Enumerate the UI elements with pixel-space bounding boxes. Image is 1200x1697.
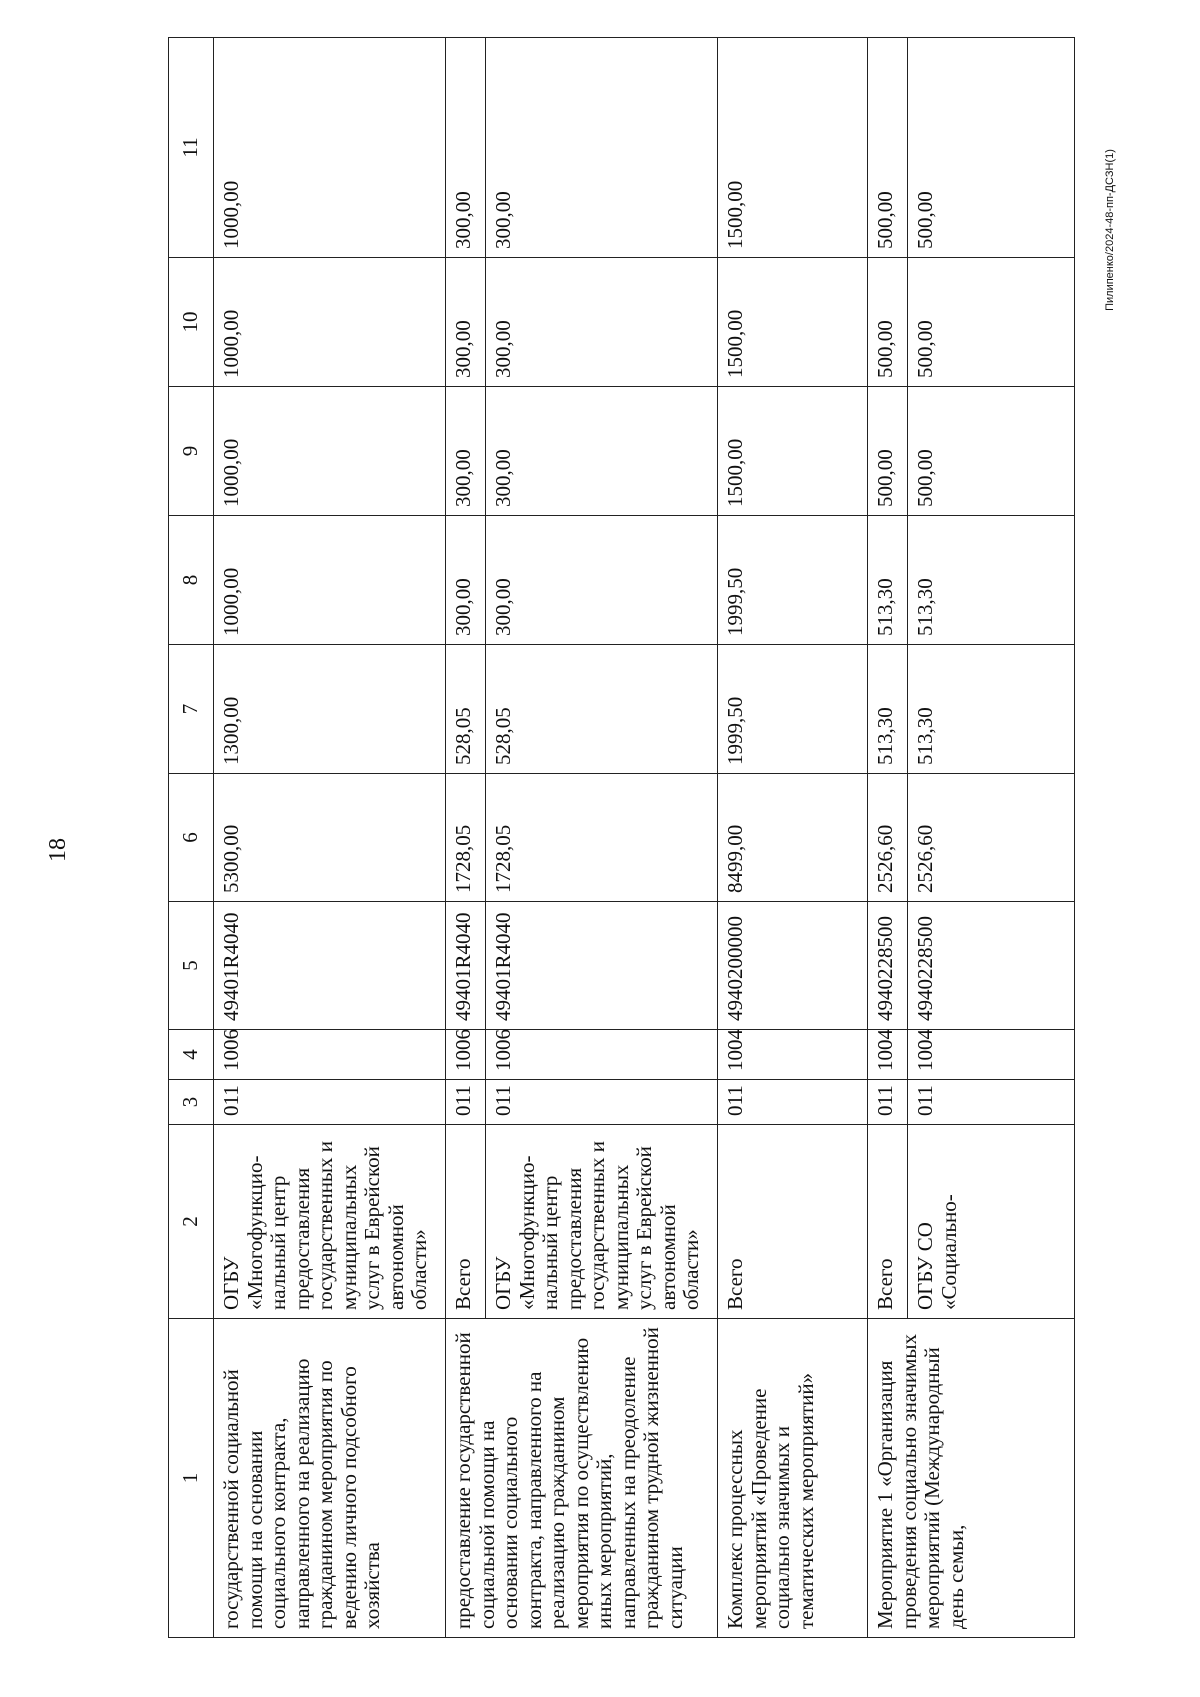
amount-cell: 500,00 [868, 387, 908, 516]
amount-cell: 300,00 [446, 516, 486, 645]
amount-cell: 300,00 [486, 516, 718, 645]
amount-cell: 5300,00 [214, 774, 446, 902]
amount-cell: 300,00 [486, 258, 718, 387]
target-article-cell: 4940228500 [868, 902, 908, 1030]
header-cell: 11 [169, 38, 214, 258]
section-code-cell: 1004 [908, 1030, 1075, 1080]
table-row [868, 38, 908, 1638]
amount-cell: 513,30 [868, 645, 908, 774]
header-cell: 10 [169, 258, 214, 387]
amount-cell: 500,00 [908, 387, 1075, 516]
grbs-code-cell: 011 [718, 1080, 868, 1125]
header-cell: 1 [169, 1319, 214, 1638]
budget-table [168, 37, 1075, 1638]
amount-cell: 300,00 [486, 38, 718, 258]
header-cell: 6 [169, 774, 214, 902]
section-code-cell: 1006 [486, 1030, 718, 1080]
executor-cell: Всего [718, 1125, 868, 1319]
amount-cell: 1500,00 [718, 387, 868, 516]
page-number: 18 [45, 838, 71, 862]
amount-cell: 1500,00 [718, 38, 868, 258]
section-code-cell: 1006 [214, 1030, 446, 1080]
document-code-text: Пилипенко/2024-48-пп-ДСЗН(1) [1104, 149, 1116, 311]
amount-cell: 1999,50 [718, 516, 868, 645]
executor-cell: Всего [868, 1125, 908, 1319]
amount-cell: 2526,60 [908, 774, 1075, 902]
header-row [169, 38, 214, 1638]
amount-cell: 528,05 [446, 645, 486, 774]
target-article-cell: 49401R4040 [214, 902, 446, 1030]
grbs-code-cell: 011 [214, 1080, 446, 1125]
amount-cell: 528,05 [486, 645, 718, 774]
grbs-code-cell: 011 [908, 1080, 1075, 1125]
measure-name-cell: государственной социальной помощи на основании социального контракта, направленного на реализацию гражданином мероприятия по ведению личного подсобного хозяйства [214, 1319, 446, 1638]
table-row [446, 38, 486, 1638]
target-article-cell: 4940200000 [718, 902, 868, 1030]
target-article-cell: 4940228500 [908, 902, 1075, 1030]
amount-cell: 300,00 [446, 258, 486, 387]
header-cell: 7 [169, 645, 214, 774]
header-cell: 2 [169, 1125, 214, 1319]
amount-cell: 300,00 [486, 387, 718, 516]
amount-cell: 513,30 [868, 516, 908, 645]
grbs-code-cell: 011 [446, 1080, 486, 1125]
executor-cell: Всего [446, 1125, 486, 1319]
amount-cell: 513,30 [908, 645, 1075, 774]
table-row [718, 38, 868, 1638]
amount-cell: 300,00 [446, 387, 486, 516]
header-cell: 9 [169, 387, 214, 516]
target-article-cell: 49401R4040 [486, 902, 718, 1030]
amount-cell: 1300,00 [214, 645, 446, 774]
document-code [1090, 60, 1130, 400]
section-code-cell: 1006 [446, 1030, 486, 1080]
amount-cell: 1000,00 [214, 38, 446, 258]
amount-cell: 513,30 [908, 516, 1075, 645]
amount-cell: 500,00 [868, 38, 908, 258]
target-article-cell: 49401R4040 [446, 902, 486, 1030]
amount-cell: 500,00 [908, 258, 1075, 387]
amount-cell: 500,00 [868, 258, 908, 387]
budget-table-container [168, 38, 1075, 1638]
amount-cell: 1500,00 [718, 258, 868, 387]
amount-cell: 1728,05 [446, 774, 486, 902]
measure-name-cell: Мероприятие 1 «Организация проведения социально значимых мероприятий (Международный день семьи, [868, 1319, 1075, 1638]
amount-cell: 8499,00 [718, 774, 868, 902]
amount-cell: 2526,60 [868, 774, 908, 902]
amount-cell: 300,00 [446, 38, 486, 258]
amount-cell: 1000,00 [214, 516, 446, 645]
header-cell: 3 [169, 1080, 214, 1125]
amount-cell: 1000,00 [214, 258, 446, 387]
table-row [214, 38, 446, 1638]
header-cell: 4 [169, 1030, 214, 1080]
section-code-cell: 1004 [868, 1030, 908, 1080]
section-code-cell: 1004 [718, 1030, 868, 1080]
grbs-code-cell: 011 [486, 1080, 718, 1125]
amount-cell: 1000,00 [214, 387, 446, 516]
header-cell: 5 [169, 902, 214, 1030]
amount-cell: 1728,05 [486, 774, 718, 902]
amount-cell: 500,00 [908, 38, 1075, 258]
executor-cell: ОГБУ «Многофункцио- нальный центр предоставления государственных и муниципальных услуг в Еврейской автономной области» [486, 1125, 718, 1319]
amount-cell: 1999,50 [718, 645, 868, 774]
measure-name-cell: Комплекс процессных мероприятий «Проведение социально значимых и тематических мероприятий» [718, 1319, 868, 1638]
measure-name-cell: предоставление государственной социальной помощи на основании социального контракта, направленного на реализацию гражданином мероприятия по осуществлению иных мероприятий, направленных на преодоление гражданином трудной жизненной ситуации [446, 1319, 718, 1638]
header-cell: 8 [169, 516, 214, 645]
executor-cell: ОГБУ СО «Социально- [908, 1125, 1075, 1319]
executor-cell: ОГБУ «Многофункцио- нальный центр предоставления государственных и муниципальных услуг в Еврейской автономной области» [214, 1125, 446, 1319]
grbs-code-cell: 011 [868, 1080, 908, 1125]
